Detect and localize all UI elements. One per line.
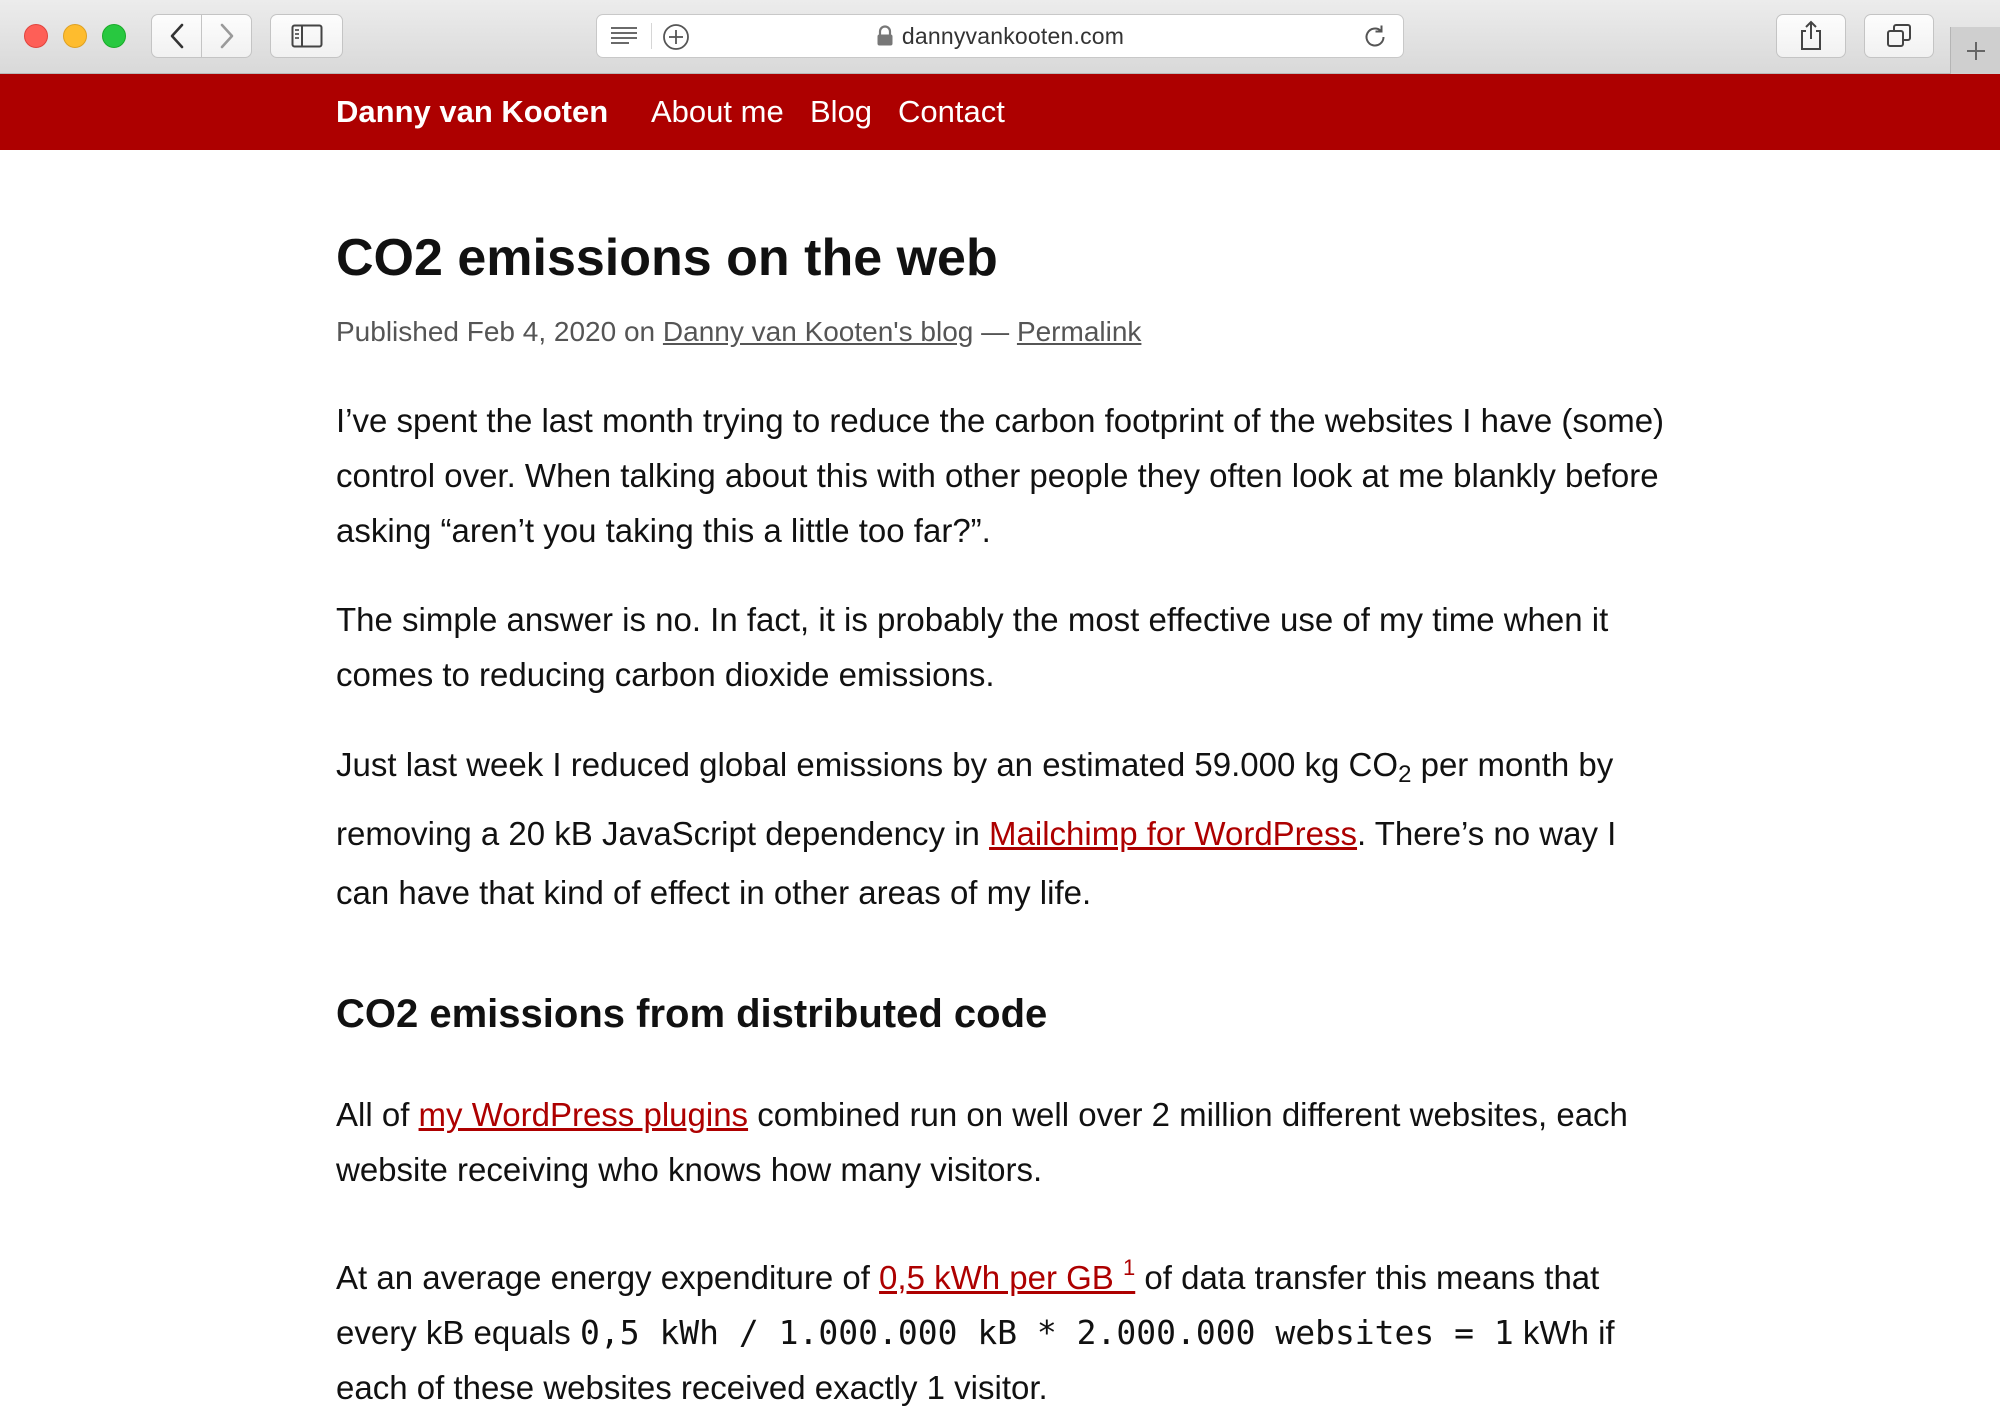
share-button[interactable] <box>1776 14 1846 58</box>
browser-toolbar <box>0 0 2000 74</box>
window-close-button[interactable] <box>24 24 48 48</box>
permalink-link[interactable]: Permalink <box>1016 316 1142 347</box>
paragraph-text: At an average energy expenditure of <box>336 1259 880 1296</box>
tab-overview-button[interactable] <box>1864 14 1934 58</box>
forward-button[interactable] <box>201 15 251 57</box>
paragraph-text: per month by removing a 20 kB JavaScript dependency in <box>336 746 1614 852</box>
share-icon <box>1797 20 1825 52</box>
paragraph-energy <box>336 1240 1676 1415</box>
published-date: Published Feb 4, 2020 on <box>336 316 663 347</box>
link-text: 0,5 kWh per GB <box>879 1259 1123 1296</box>
new-tab-button[interactable] <box>1950 27 2000 74</box>
paragraph-text: . There’s no way I can have that kind of effect in other areas of my life. <box>336 815 1617 911</box>
calculation-code: 0,5 kWh / 1.000.000 kB * 2.000.000 websites = 1 <box>579 1313 1514 1352</box>
paragraph-text: All of <box>336 1096 419 1133</box>
paragraph-text: Just last week I reduced global emissions by an estimated 59.000 kg CO <box>336 746 1399 783</box>
window-maximize-button[interactable] <box>102 24 126 48</box>
section-heading: CO2 emissions from distributed code <box>336 992 1048 1036</box>
nav-blog[interactable]: Blog <box>810 94 873 129</box>
paragraph-intro: I’ve spent the last month trying to reduce the carbon footprint of the websites I have (some) control over. When talking about this with other people they often look at me blankly before asking “aren’t you taking this a little too far?”. <box>336 402 1665 549</box>
reload-icon[interactable] <box>1361 23 1389 51</box>
article-meta <box>336 316 1141 348</box>
nav-about-me[interactable]: About me <box>651 94 784 129</box>
paragraph-plugins <box>336 1087 1676 1197</box>
address-bar[interactable] <box>596 14 1404 58</box>
address-display <box>597 15 1403 57</box>
tabs-overview-icon <box>1885 22 1913 50</box>
nav-contact[interactable]: Contact <box>898 94 1005 129</box>
paragraph-text: kWh if each of these websites received exactly 1 visitor. <box>336 1314 1615 1406</box>
paragraph-text: of data transfer this means that every kB equals <box>336 1259 1600 1351</box>
chevron-right-icon <box>219 23 235 49</box>
wordpress-plugins-link[interactable]: my WordPress plugins <box>418 1096 749 1133</box>
window-minimize-button[interactable] <box>63 24 87 48</box>
plus-icon <box>1964 39 1988 63</box>
subscript-two: 2 <box>1398 761 1412 788</box>
paragraph-answer: The simple answer is no. In fact, it is probably the most effective use of my time when it comes to reducing carbon dioxide emissions. <box>336 601 1609 693</box>
sidebar-toggle-button[interactable] <box>270 14 343 58</box>
mailchimp-for-wordpress-link[interactable]: Mailchimp for WordPress <box>989 815 1358 852</box>
energy-per-gb-link[interactable] <box>879 1255 1136 1296</box>
lock-icon <box>876 25 894 47</box>
paragraph-text: combined run on well over 2 million different websites, each website receiving who knows how many visitors. <box>336 1096 1628 1188</box>
site-header <box>0 74 2000 150</box>
footnote-ref: 1 <box>1122 1255 1136 1280</box>
paragraph-reduction <box>336 735 1676 922</box>
article-title: CO2 emissions on the web <box>336 229 998 287</box>
history-navigation <box>151 14 252 58</box>
meta-separator: — <box>973 316 1017 347</box>
url-text: dannyvankooten.com <box>901 22 1125 49</box>
blog-link[interactable]: Danny van Kooten's blog <box>662 316 974 347</box>
site-brand-link[interactable]: Danny van Kooten <box>336 94 609 129</box>
back-button[interactable] <box>152 15 201 57</box>
sidebar-icon <box>291 24 323 48</box>
chevron-left-icon <box>169 23 185 49</box>
